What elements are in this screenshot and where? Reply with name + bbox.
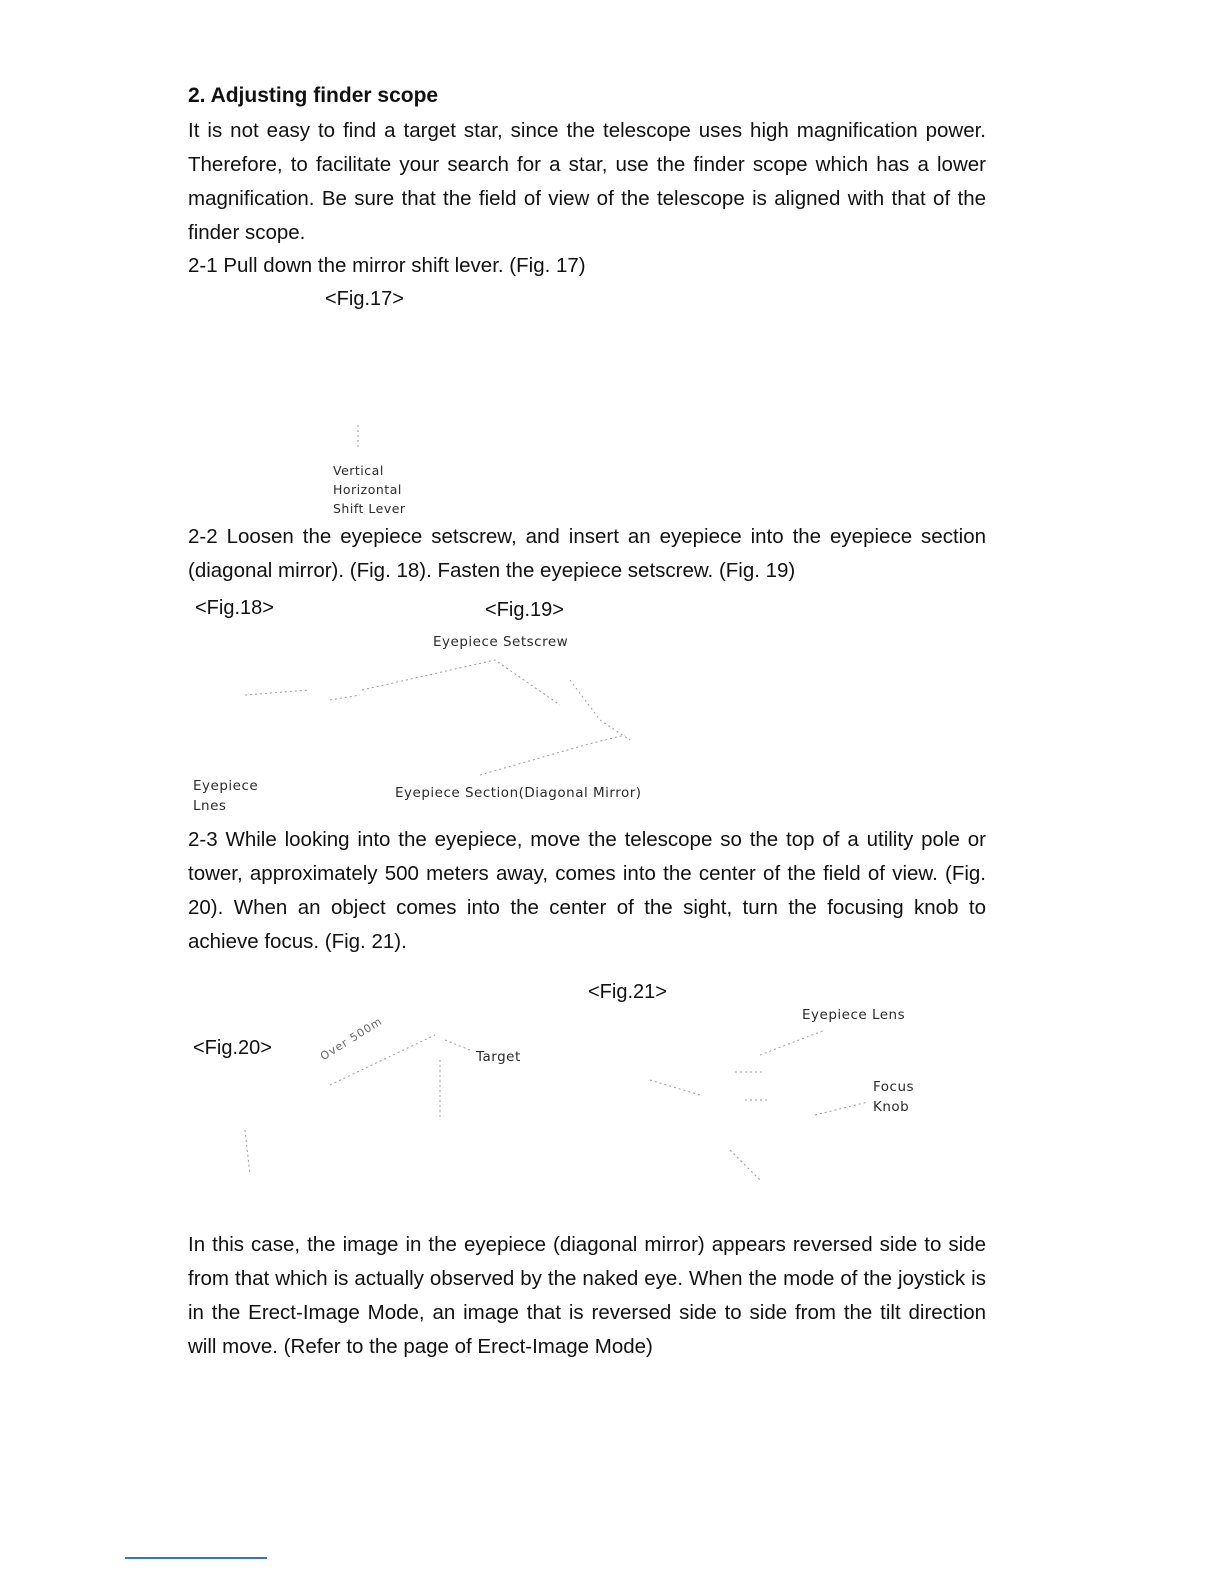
- fig20-tripod-trace: [245, 1130, 250, 1175]
- fig21-label-knob: Knob: [873, 1099, 910, 1115]
- fig21-body-trace: [650, 1072, 770, 1100]
- fig18-labels: [193, 776, 258, 816]
- fig21-focus-leader: [815, 1102, 868, 1115]
- step-2-3: 2-3 While looking into the eyepiece, move the telescope so the top of a utility pole or tower, approximately 500 meters away, comes into the center of the field of view. (Fig. 20). When an object comes into the center of the sight, turn the focusing knob to achieve focus. (Fig. 21).: [188, 828, 986, 953]
- fig19-body-trace: [570, 680, 630, 740]
- fig18-label-eyepiece: Eyepiece: [193, 778, 259, 794]
- fig19-setscrew-label: Eyepiece Setscrew: [433, 634, 569, 650]
- intro-paragraph: It is not easy to find a target star, since the telescope uses high magnification power. Therefore, to facilitate your search for a star, use the finder scope which has a lower magnification. Be sure that the field of view of the telescope is aligned with that of the finder scope.: [188, 119, 986, 244]
- fig21-focus-labels: [873, 1077, 914, 1117]
- fig21-label-focus: Focus: [873, 1079, 915, 1095]
- fig20-caption: <Fig.20>: [193, 1037, 272, 1059]
- step-2-1: 2-1 Pull down the mirror shift lever. (Fig. 17): [188, 254, 586, 277]
- fig21-lens-label: Eyepiece Lens: [802, 1007, 906, 1023]
- fig19-section-leader: [480, 735, 625, 775]
- fig17-labels: [333, 461, 406, 518]
- fig17-caption: <Fig.17>: [325, 288, 404, 310]
- fig20-target-label: Target: [476, 1049, 521, 1065]
- fig20-distance-label: Over 500m: [318, 1014, 385, 1064]
- fig17-label-shift-lever: Shift Lever: [333, 501, 406, 516]
- fig17-label-horizontal: Horizontal: [333, 482, 402, 497]
- fig21-lens-leader: [760, 1030, 825, 1055]
- fig18-caption: <Fig.18>: [195, 597, 274, 619]
- fig21-caption: <Fig.21>: [588, 981, 667, 1003]
- closing-paragraph: In this case, the image in the eyepiece (diagonal mirror) appears reversed side to side from that which is actually observed by the naked eye. When the mode of the joystick is in the Erect-Image Mode, an image that is reversed side to side from the tilt direction will move. (Refer to the page of Erect-Image Mode): [188, 1233, 986, 1358]
- fig17-label-vertical: Vertical: [333, 463, 384, 478]
- fig19-setscrew-leader: [362, 660, 560, 705]
- fig18-body-trace: [245, 690, 360, 700]
- footer-rule: [125, 1557, 267, 1559]
- fig19-section-label: Eyepiece Section(Diagonal Mirror): [395, 785, 642, 801]
- step-2-2: 2-2 Loosen the eyepiece setscrew, and insert an eyepiece into the eyepiece section (diagonal mirror). (Fig. 18). Fasten the eyepiece setscrew. (Fig. 19): [188, 525, 986, 582]
- fig20-target-leader: [445, 1040, 470, 1050]
- fig18-label-lens: Lnes: [193, 798, 227, 814]
- fig19-caption: <Fig.19>: [485, 599, 564, 621]
- fig21-tripod-trace: [730, 1150, 760, 1180]
- section-heading: 2. Adjusting finder scope: [188, 84, 439, 107]
